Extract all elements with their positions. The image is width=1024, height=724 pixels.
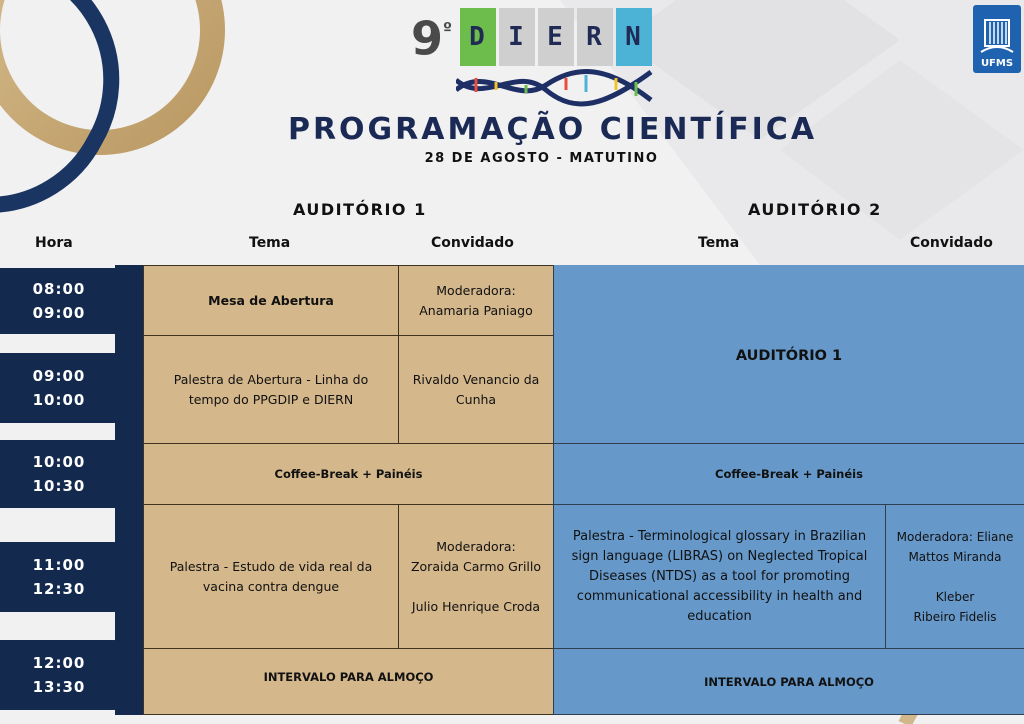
- edition-number: $9^º$: [411, 11, 453, 66]
- col-header-tema-2: Tema: [698, 235, 740, 251]
- diern-letters: [460, 8, 652, 66]
- aud1-row4-tema: Palestra - Estudo de vida real da vacina contra dengue: [143, 504, 399, 649]
- col-header-convidado-1: Convidado: [431, 235, 514, 251]
- aud2-row4-convidado: Moderadora: Eliane Mattos Miranda Kleber Ribeiro Fidelis: [885, 504, 1024, 649]
- aud2-row3-coffee: Coffee-Break + Painéis: [553, 443, 1024, 505]
- aud1-row1-convidado: Moderadora: Anamaria Paniago: [398, 265, 554, 336]
- logo-letter: D: [460, 8, 496, 66]
- logo-letter: I: [499, 8, 535, 66]
- aud1-row2-convidado: Rivaldo Venancio da Cunha: [398, 335, 554, 444]
- time-slot: 10:00 10:30: [0, 440, 148, 508]
- time-slot: 11:00 12:30: [0, 542, 148, 612]
- page-title: PROGRAMAÇÃO CIENTÍFICA: [287, 112, 818, 147]
- ufms-logo-text: UFMS: [980, 58, 1014, 69]
- aud1-row2-tema: Palestra de Abertura - Linha do tempo do PPGDIP e DIERN: [143, 335, 399, 444]
- aud2-row4-tema: Palestra - Terminological glossary in Brazilian sign language (LIBRAS) on Neglected Tropical Diseases (NTDS) as a tool for promoting communicational accessibility in health and education: [553, 504, 886, 649]
- aud2-merged-rows: AUDITÓRIO 1: [553, 265, 1024, 444]
- ufms-logo: [973, 5, 1021, 73]
- time-slot: 09:00 10:00: [0, 353, 148, 423]
- page-subtitle: 28 DE AGOSTO - MATUTINO: [424, 151, 659, 166]
- col-header-convidado-2: Convidado: [910, 235, 993, 251]
- col-header-tema-1: Tema: [249, 235, 291, 251]
- logo-letter: R: [577, 8, 613, 66]
- aud1-row4-convidado: Moderadora: Zoraida Carmo Grillo Julio Henrique Croda: [398, 504, 554, 649]
- building-icon: [979, 16, 1015, 56]
- logo-letter: E: [538, 8, 574, 66]
- auditorium-2-heading: AUDITÓRIO 2: [748, 200, 882, 219]
- col-header-hora: Hora: [35, 235, 73, 251]
- aud1-row3-coffee: Coffee-Break + Painéis: [143, 443, 554, 505]
- time-slot: 08:00 09:00: [0, 268, 148, 334]
- auditorium-1-heading: AUDITÓRIO 1: [293, 200, 427, 219]
- aud1-row5-lunch: INTERVALO PARA ALMOÇO: [143, 648, 554, 715]
- logo-letter: N: [616, 8, 652, 66]
- aud1-row1-tema: Mesa de Abertura: [143, 265, 399, 336]
- event-logo: [411, 8, 651, 108]
- dna-helix-icon: [456, 60, 656, 108]
- time-slot: 12:00 13:30: [0, 640, 148, 710]
- aud2-row5-lunch: INTERVALO PARA ALMOÇO: [553, 648, 1024, 715]
